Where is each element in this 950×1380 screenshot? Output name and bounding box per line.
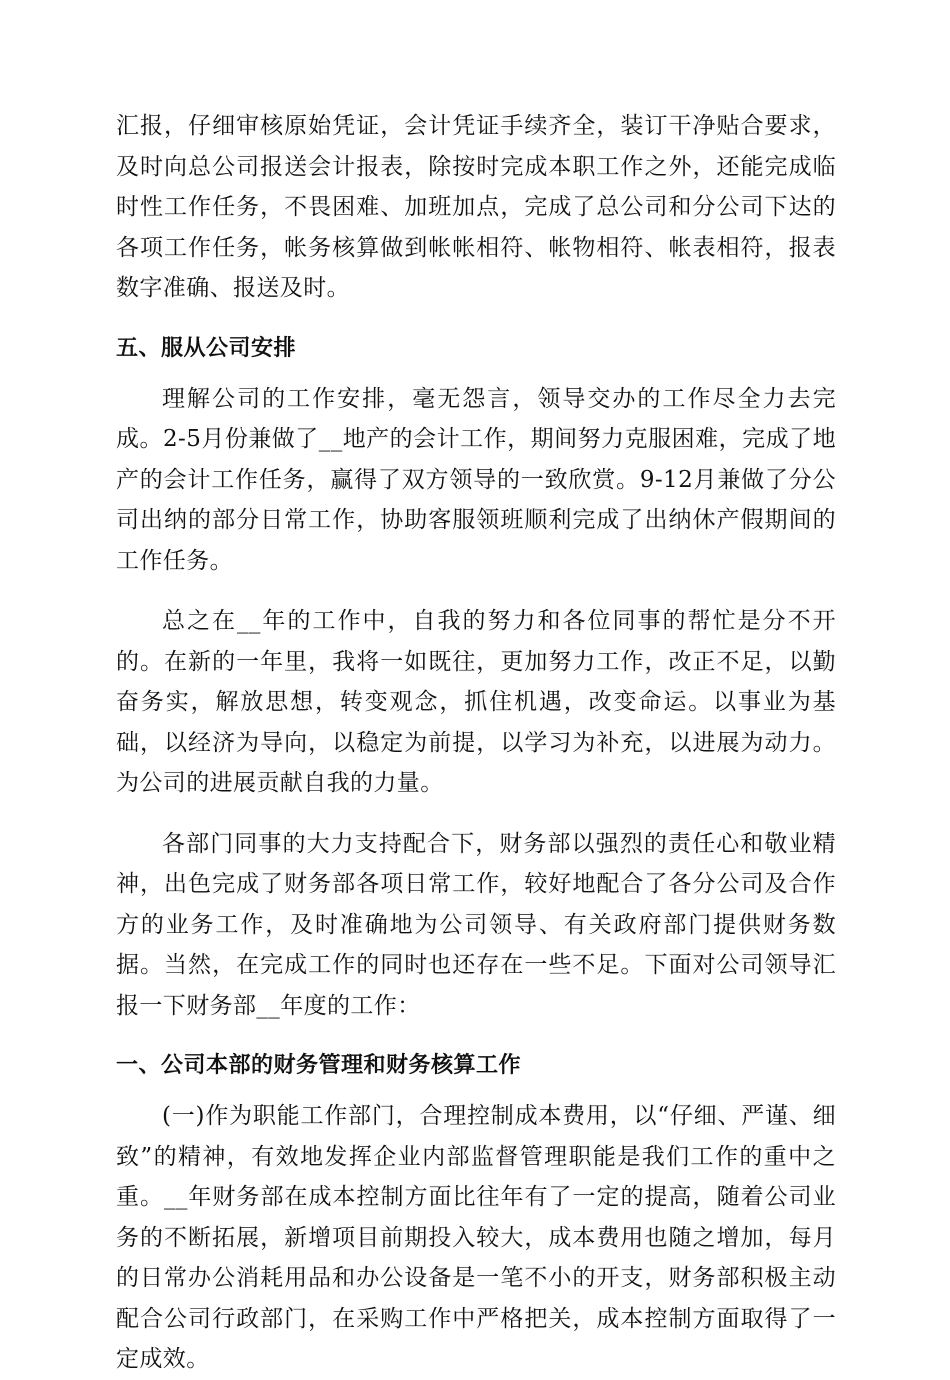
paragraph-finance-intro: 各部门同事的大力支持配合下，财务部以强烈的责任心和敬业精神，出色完成了财务部各项日常工作，较好地配合了各分公司及合作方的业务工作，及时准确地为公司领导、有关政府部门提供财务数据。当然，在完成工作的同时也还存在一些不足。下面对公司领导汇报一下财务部__年度的工作： — [116, 830, 836, 1019]
paragraph-company-arrangement: 理解公司的工作安排，毫无怨言，领导交办的工作尽全力去完成。2-5月份兼做了__地产的会计工作，期间努力克服困难，完成了地产的会计工作任务，赢得了双方领导的一致欣赏。9-12月兼做了分公司出纳的部分日常工作，协助客服领班顺利完成了出纳休产假期间的工作任务。 — [116, 385, 836, 574]
paragraph-cost-control: (一)作为职能工作部门，合理控制成本费用，以“仔细、严谨、细致”的精神，有效地发挥企业内部监督管理职能是我们工作的重中之重。__年财务部在成本控制方面比往年有了一定的提高，随着公司业务的不断拓展，新增项目前期投入较大，成本费用也随之增加，每月的日常办公消耗用品和办公设备是一笔不小的开支，财务部积极主动配合公司行政部门，在采购工作中严格把关，成本控制方面取得了一定成效。 — [116, 1103, 836, 1372]
section-heading-one: 一、公司本部的财务管理和财务核算工作 — [116, 1053, 522, 1078]
paragraph-report-continuation: 汇报，仔细审核原始凭证，会计凭证手续齐全，装订干净贴合要求，及时向总公司报送会计报表，除按时完成本职工作之外，还能完成临时性工作任务，不畏困难、加班加点，完成了总公司和分公司下达的各项工作任务，帐务核算做到帐帐相符、帐物相符、帐表相符，报表数字准确、报送及时。 — [116, 113, 836, 301]
document-page — [116, 106, 836, 1380]
paragraph-summary: 总之在__年的工作中，自我的努力和各位同事的帮忙是分不开的。在新的一年里，我将一如既往，更加努力工作，改正不足，以勤奋务实，解放思想，转变观念，抓住机遇，改变命运。以事业为基础，以经济为导向，以稳定为前提，以学习为补充，以进展为动力。为公司的进展贡献自我的力量。 — [116, 608, 836, 796]
section-heading-five: 五、服从公司安排 — [116, 335, 297, 361]
